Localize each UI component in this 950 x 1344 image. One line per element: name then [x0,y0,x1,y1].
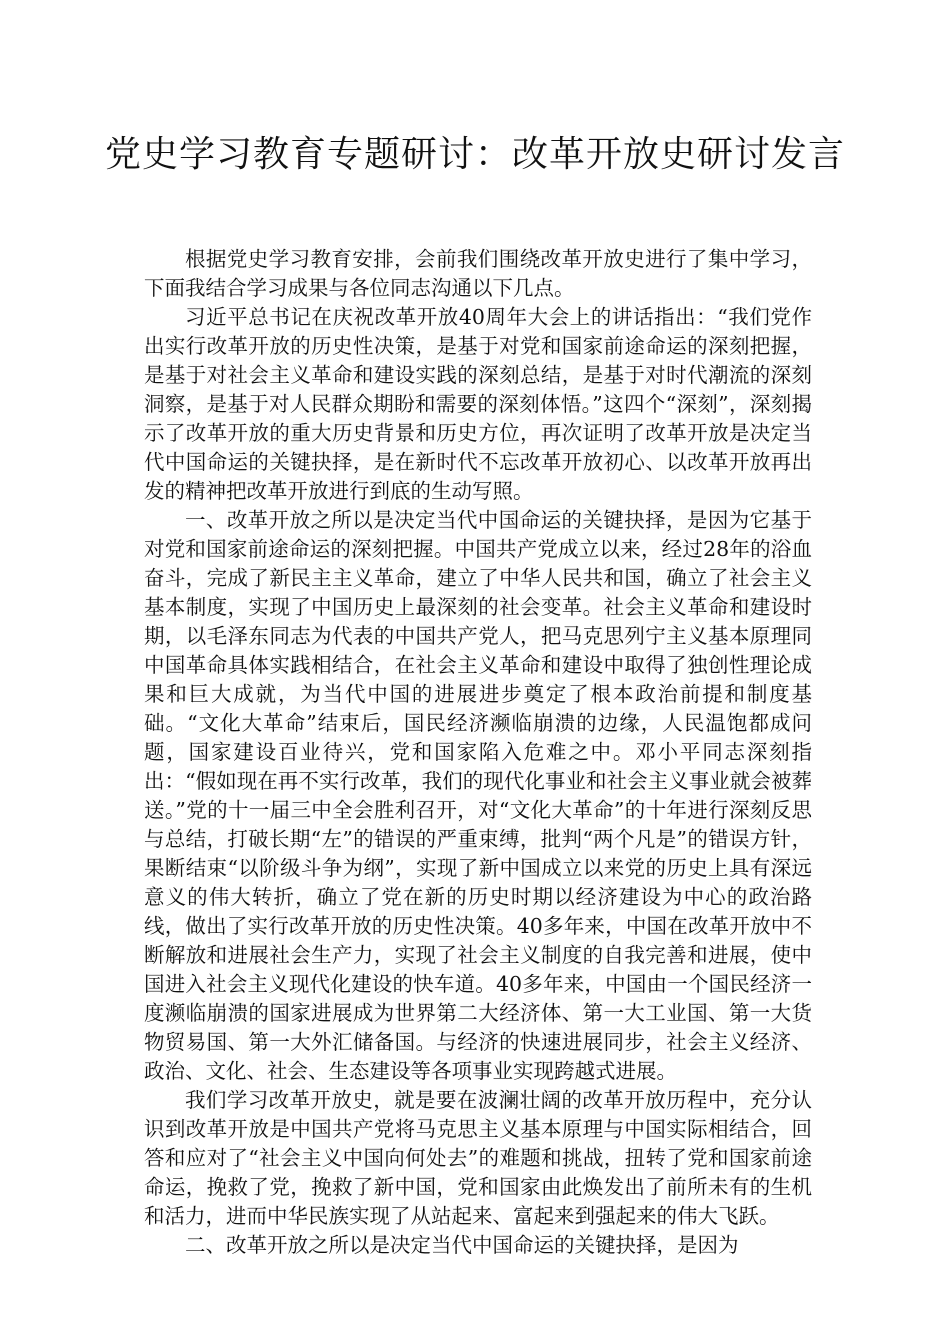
document-title: 党史学习教育专题研讨：改革开放史研讨发言 [104,134,845,175]
paragraph-section-two: 二、改革开放之所以是决定当代中国命运的关键抉择，是因为 [185,1233,739,1257]
paragraph-section-one: 一、改革开放之所以是决定当代中国命运的关键抉择，是因为它基于对党和国家前途命运的深刻把握。中国共产党成立以来，经过28年的浴血奋斗，完成了新民主主义革命，建立了中华人民共和国，确立了社会主义基本制度，实现了中国历史上最深刻的社会变革。社会主义革命和建设时期，以毛泽东同志为代表的中国共产党人，把马克思列宁主义基本原理同中国革命具体实践相结合，在社会主义革命和建设中取得了独创性理论成果和巨大成就，为当代中国的进展进步奠定了根本政治前提和制度基础。“文化大革命”结束后，国民经济濒临崩溃的边缘，人民温饱都成问题，国家建设百业待兴，党和国家陷入危难之中。邓小平同志深刻指出：“假如现在再不实行改革，我们的现代化事业和社会主义事业就会被葬送。”党的十一届三中全会胜利召开，对“文化大革命”的十年进行深刻反思与总结，打破长期“左”的错误的严重束缚，批判“两个凡是”的错误方针，果断结束“以阶级斗争为纲”，实现了新中国成立以来党的历史上具有深远意义的伟大转折，确立了党在新的历史时期以经济建设为中心的政治路线，做出了实行改革开放的历史性决策。40多年来，中国在改革开放中不断解放和进展社会生产力，实现了社会主义制度的自我完善和进展，使中国进入社会主义现代化建设的快车道。40多年来，中国由一个国民经济一度濒临崩溃的国家进展成为世界第二大经济体、第一大工业国、第一大货物贸易国、第一大外汇储备国。与经济的快速进展同步，社会主义经济、政治、文化、社会、生态建设等各项事业实现跨越式进展。 [144,508,812,1083]
paragraph-intro: 根据党史学习教育安排，会前我们围绕改革开放史进行了集中学习，下面我结合学习成果与各位同志沟通以下几点。 [144,247,812,300]
paragraph-speech-quote: 习近平总书记在庆祝改革开放40周年大会上的讲话指出：“我们党作出实行改革开放的历史性决策，是基于对党和国家前途命运的深刻把握，是基于对社会主义革命和建设实践的深刻总结，是基于对时代潮流的深刻洞察，是基于对人民群众期盼和需要的深刻体悟。”这四个“深刻”，深刻揭示了改革开放的重大历史背景和历史方位，再次证明了改革开放是决定当代中国命运的关键抉择，是在新时代不忘改革开放初心、以改革开放再出发的精神把改革开放进行到底的生动写照。 [144,305,812,503]
document-body [144,245,812,1260]
paragraph-study-significance: 我们学习改革开放史，就是要在波澜壮阔的改革开放历程中，充分认识到改革开放是中国共产党将马克思主义基本原理与中国实际相结合，回答和应对了“社会主义中国向何处去”的难题和挑战，扭转了党和国家前途命运，挽救了党，挽救了新中国，党和国家由此焕发出了前所未有的生机和活力，进而中华民族实现了从站起来、富起来到强起来的伟大飞跃。 [144,1088,812,1228]
